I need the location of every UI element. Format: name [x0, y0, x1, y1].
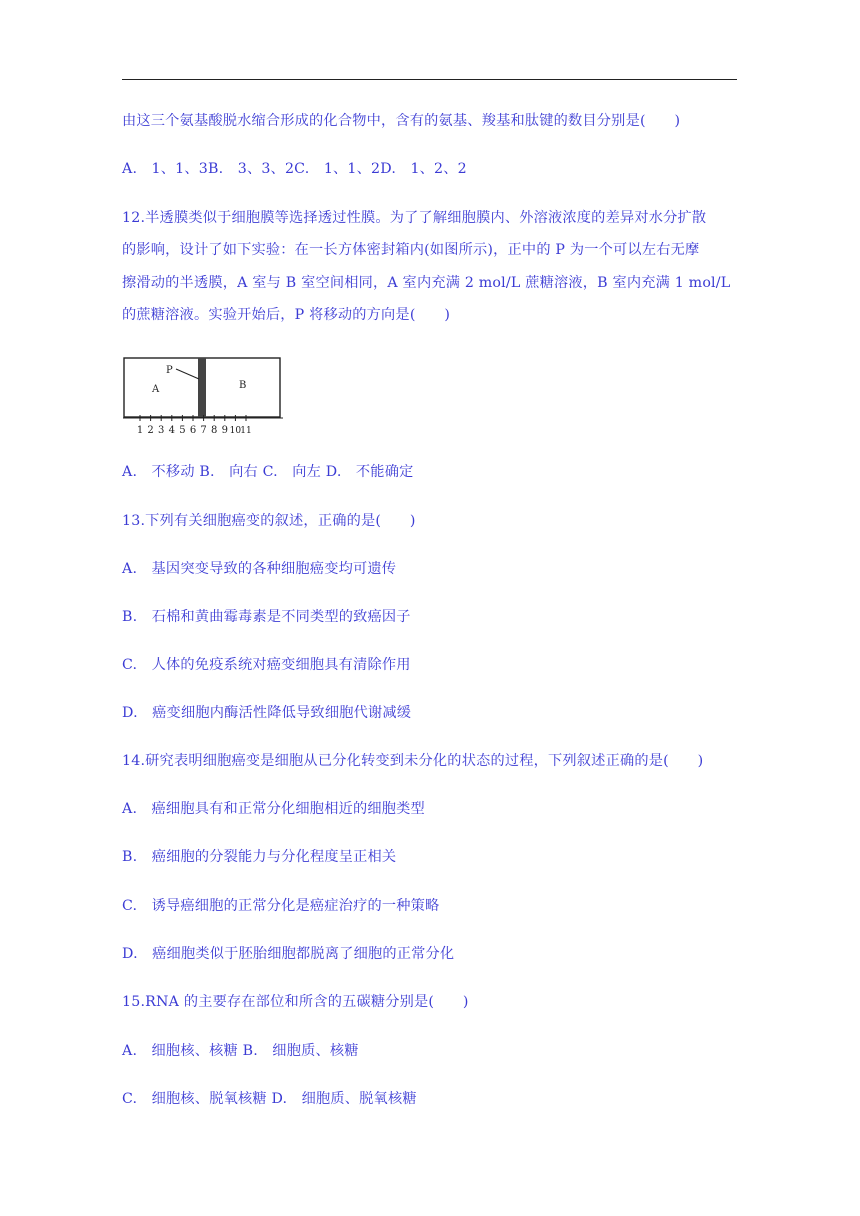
label-chamber-a: A — [152, 384, 160, 395]
p-pointer-line — [176, 369, 199, 379]
scale-tick-label: 10 — [229, 426, 242, 436]
scale-tick-label: 5 — [179, 425, 186, 436]
semipermeable-membrane-figure — [123, 357, 283, 443]
q15-options-cd: C. 细胞核、脱氧核糖 D. 细胞质、脱氧核糖 — [122, 1091, 417, 1107]
q12-stem-line-2: 的影响，设计了如下实验：在一长方体密封箱内(如图所示)，正中的 P 为一个可以左右无摩 — [122, 242, 700, 258]
q14-option-b: B. 癌细胞的分裂能力与分化程度呈正相关 — [122, 849, 397, 865]
q14-option-a: A. 癌细胞具有和正常分化细胞相近的细胞类型 — [122, 801, 425, 817]
q14-option-d: D. 癌细胞类似于胚胎细胞都脱离了细胞的正常分化 — [122, 946, 455, 962]
q11-options: A. 1、1、3B. 3、3、2C. 1、1、2D. 1、2、2 — [122, 161, 467, 177]
scale-tick-label: 6 — [189, 425, 197, 436]
membrane-p — [198, 358, 206, 417]
header-rule — [122, 79, 737, 80]
label-p: P — [166, 365, 173, 376]
q13-option-c: C. 人体的免疫系统对癌变细胞具有清除作用 — [122, 657, 411, 673]
q14-option-c: C. 诱导癌细胞的正常分化是癌症治疗的一种策略 — [122, 898, 440, 914]
q12-options: A. 不移动 B. 向右 C. 向左 D. 不能确定 — [122, 464, 414, 480]
q13-stem: 13.下列有关细胞癌变的叙述，正确的是( ) — [122, 513, 416, 529]
scale-tick-label: 3 — [158, 425, 165, 436]
scale-tick-label: 1 — [136, 425, 144, 436]
q15-options-ab: A. 细胞核、核糖 B. 细胞质、核糖 — [122, 1043, 359, 1059]
q11-stem: 由这三个氨基酸脱水缩合形成的化合物中，含有的氨基、羧基和肽键的数目分别是( ) — [122, 113, 681, 129]
scale-tick-label: 8 — [211, 425, 218, 436]
q12-stem-line-1: 12.半透膜类似于细胞膜等选择透过性膜。为了了解细胞膜内、外溶液浓度的差异对水分扩散 — [122, 210, 707, 226]
q13-option-b: B. 石棉和黄曲霉毒素是不同类型的致癌因子 — [122, 609, 411, 625]
scale-tick-label: 7 — [200, 425, 207, 436]
scale-tick-label: 2 — [147, 425, 154, 436]
q12-stem-line-3: 擦滑动的半透膜，A 室与 B 室空间相同，A 室内充满 2 mol/L 蔗糖溶液，B 室内充满 1 mol/L — [122, 275, 731, 291]
q15-stem: 15.RNA 的主要存在部位和所含的五碳糖分别是( ) — [122, 994, 469, 1010]
scale-tick-label: 4 — [168, 425, 175, 436]
label-chamber-b: B — [239, 380, 247, 391]
q12-stem-line-4: 的蔗糖溶液。实验开始后，P 将移动的方向是( ) — [122, 307, 451, 323]
q13-option-a: A. 基因突变导致的各种细胞癌变均可遗传 — [122, 561, 397, 577]
q13-option-d: D. 癌变细胞内酶活性降低导致细胞代谢减缓 — [122, 705, 412, 721]
q14-stem: 14.研究表明细胞癌变是细胞从已分化转变到未分化的状态的过程，下列叙述正确的是( ) — [122, 753, 704, 769]
scale-tick-label: 9 — [221, 425, 228, 436]
scale-tick-label: 11 — [240, 426, 252, 436]
